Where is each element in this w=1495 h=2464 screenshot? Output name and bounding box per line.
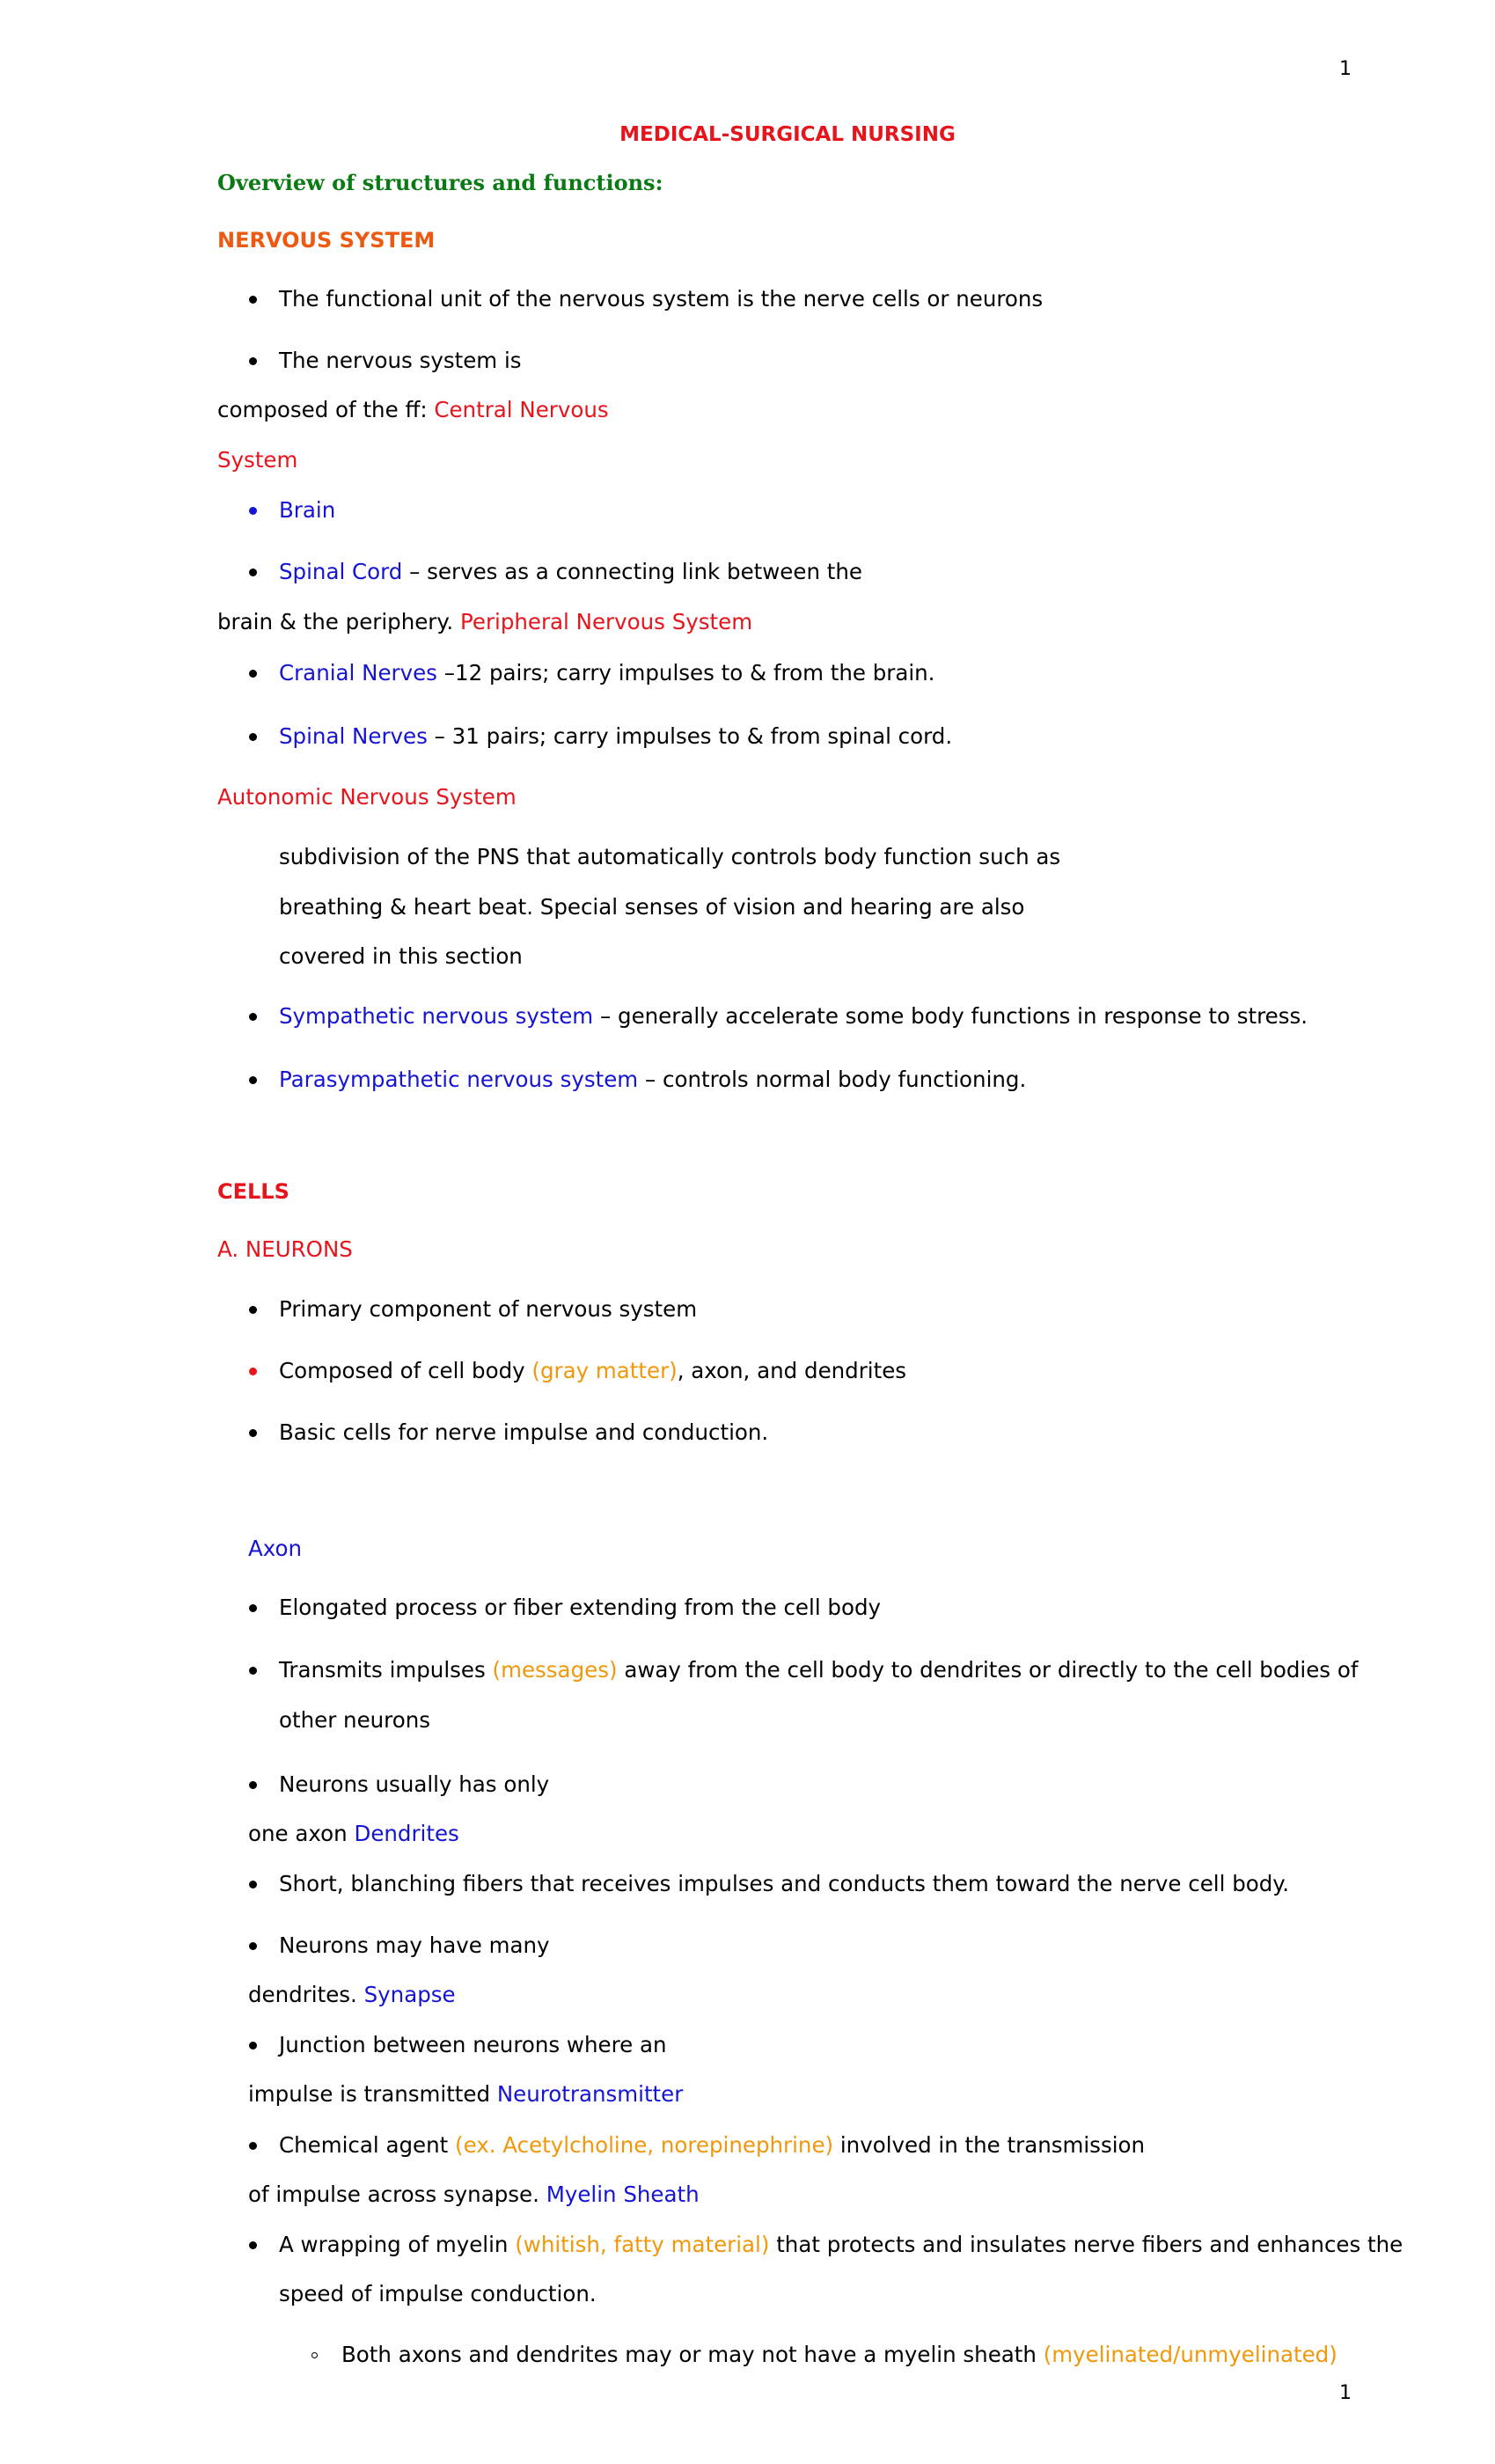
sympathetic-item: Sympathetic nervous system – generally accelerate some body functions in response to stress. [279, 1003, 1308, 1029]
composed-line: composed of the ff: Central Nervous [217, 397, 609, 422]
one-axon-line: one axon Dendrites [248, 1821, 459, 1846]
axon-item-2-cont: other neurons [279, 1707, 431, 1733]
axon-item-3: Neurons usually has only [279, 1771, 550, 1797]
myelin-subitem-1: Both axons and dendrites may or may not have a myelin sheath (myelinated/unmyelinated) [341, 2342, 1337, 2367]
neurons-item-3: Basic cells for nerve impulse and conduction. [279, 1419, 769, 1445]
neurotransmitter-item-1: Chemical agent (ex. Acetylcholine, norepinephrine) involved in the transmission [279, 2132, 1146, 2158]
dendrites-synapse-line: dendrites. Synapse [248, 1982, 456, 2007]
bullet-icon [249, 568, 257, 576]
axon-item-2: Transmits impulses (messages) away from the cell body to dendrites or directly to the cell bodies of [279, 1657, 1359, 1683]
neurons-item-2: Composed of cell body (gray matter), axon, and dendrites [279, 1358, 907, 1383]
myelin-item-1-cont: speed of impulse conduction. [279, 2281, 597, 2306]
ns-bullet-2: The nervous system is [279, 348, 522, 373]
parasympathetic-item: Parasympathetic nervous system – controls normal body functioning. [279, 1067, 1027, 1092]
bullet-icon [249, 2142, 257, 2150]
bullet-icon [249, 670, 257, 678]
bullet-icon [249, 2042, 257, 2050]
bullet-icon [249, 1076, 257, 1084]
bullet-icon [249, 357, 257, 365]
nervous-system-heading: NERVOUS SYSTEM [217, 228, 436, 253]
bullet-icon [249, 1881, 257, 1888]
page-number-top: 1 [1339, 58, 1352, 80]
cranial-nerves-item: Cranial Nerves –12 pairs; carry impulses to & from the brain. [279, 660, 935, 686]
circle-bullet-icon [311, 2352, 318, 2358]
dendrites-item-2: Neurons may have many [279, 1932, 550, 1958]
ans-desc-line-1: subdivision of the PNS that automatically controls body function such as [279, 844, 1061, 869]
bullet-icon [249, 2241, 257, 2249]
bullet-icon [249, 1942, 257, 1950]
impulse-across-line: of impulse across synapse. Myelin Sheath [248, 2182, 700, 2207]
ns-bullet-1: The functional unit of the nervous system is the nerve cells or neurons [279, 286, 1044, 312]
ans-desc-line-3: covered in this section [279, 943, 523, 969]
bullet-icon [249, 733, 257, 741]
spinal-cord-item: Spinal Cord – serves as a connecting link between the [279, 559, 862, 584]
axon-heading: Axon [248, 1536, 303, 1561]
ans-desc-line-2: breathing & heart beat. Special senses of vision and hearing are also [279, 894, 1025, 920]
bullet-icon [249, 1781, 257, 1789]
cns-system-line: System [217, 447, 298, 473]
overview-heading: Overview of structures and functions: [217, 170, 663, 195]
cells-heading: CELLS [217, 1179, 289, 1204]
bullet-icon [249, 296, 257, 304]
page-number-bottom: 1 [1339, 2382, 1352, 2404]
brain-item: Brain [279, 497, 336, 523]
spinal-nerves-item: Spinal Nerves – 31 pairs; carry impulses to & from spinal cord. [279, 723, 953, 749]
synapse-item-1: Junction between neurons where an [279, 2032, 667, 2057]
bullet-icon [249, 1604, 257, 1612]
document-title: MEDICAL-SURGICAL NURSING [619, 123, 956, 146]
neurons-item-1: Primary component of nervous system [279, 1296, 698, 1322]
bullet-icon [249, 1368, 257, 1375]
brain-periphery-line: brain & the periphery. Peripheral Nervous System [217, 609, 753, 634]
impulse-neurotransmitter-line: impulse is transmitted Neurotransmitter [248, 2081, 684, 2107]
neurons-heading: A. NEURONS [217, 1236, 353, 1262]
bullet-icon [249, 1013, 257, 1021]
dendrites-item-1: Short, blanching fibers that receives impulses and conducts them toward the nerve cell body. [279, 1871, 1290, 1896]
ans-heading: Autonomic Nervous System [217, 784, 517, 810]
bullet-icon [249, 1667, 257, 1675]
myelin-item-1: A wrapping of myelin (whitish, fatty material) that protects and insulates nerve fibers and enhances the [279, 2232, 1403, 2257]
bullet-icon [249, 507, 257, 515]
axon-item-1: Elongated process or fiber extending from the cell body [279, 1595, 882, 1620]
bullet-icon [249, 1306, 257, 1314]
bullet-icon [249, 1429, 257, 1437]
